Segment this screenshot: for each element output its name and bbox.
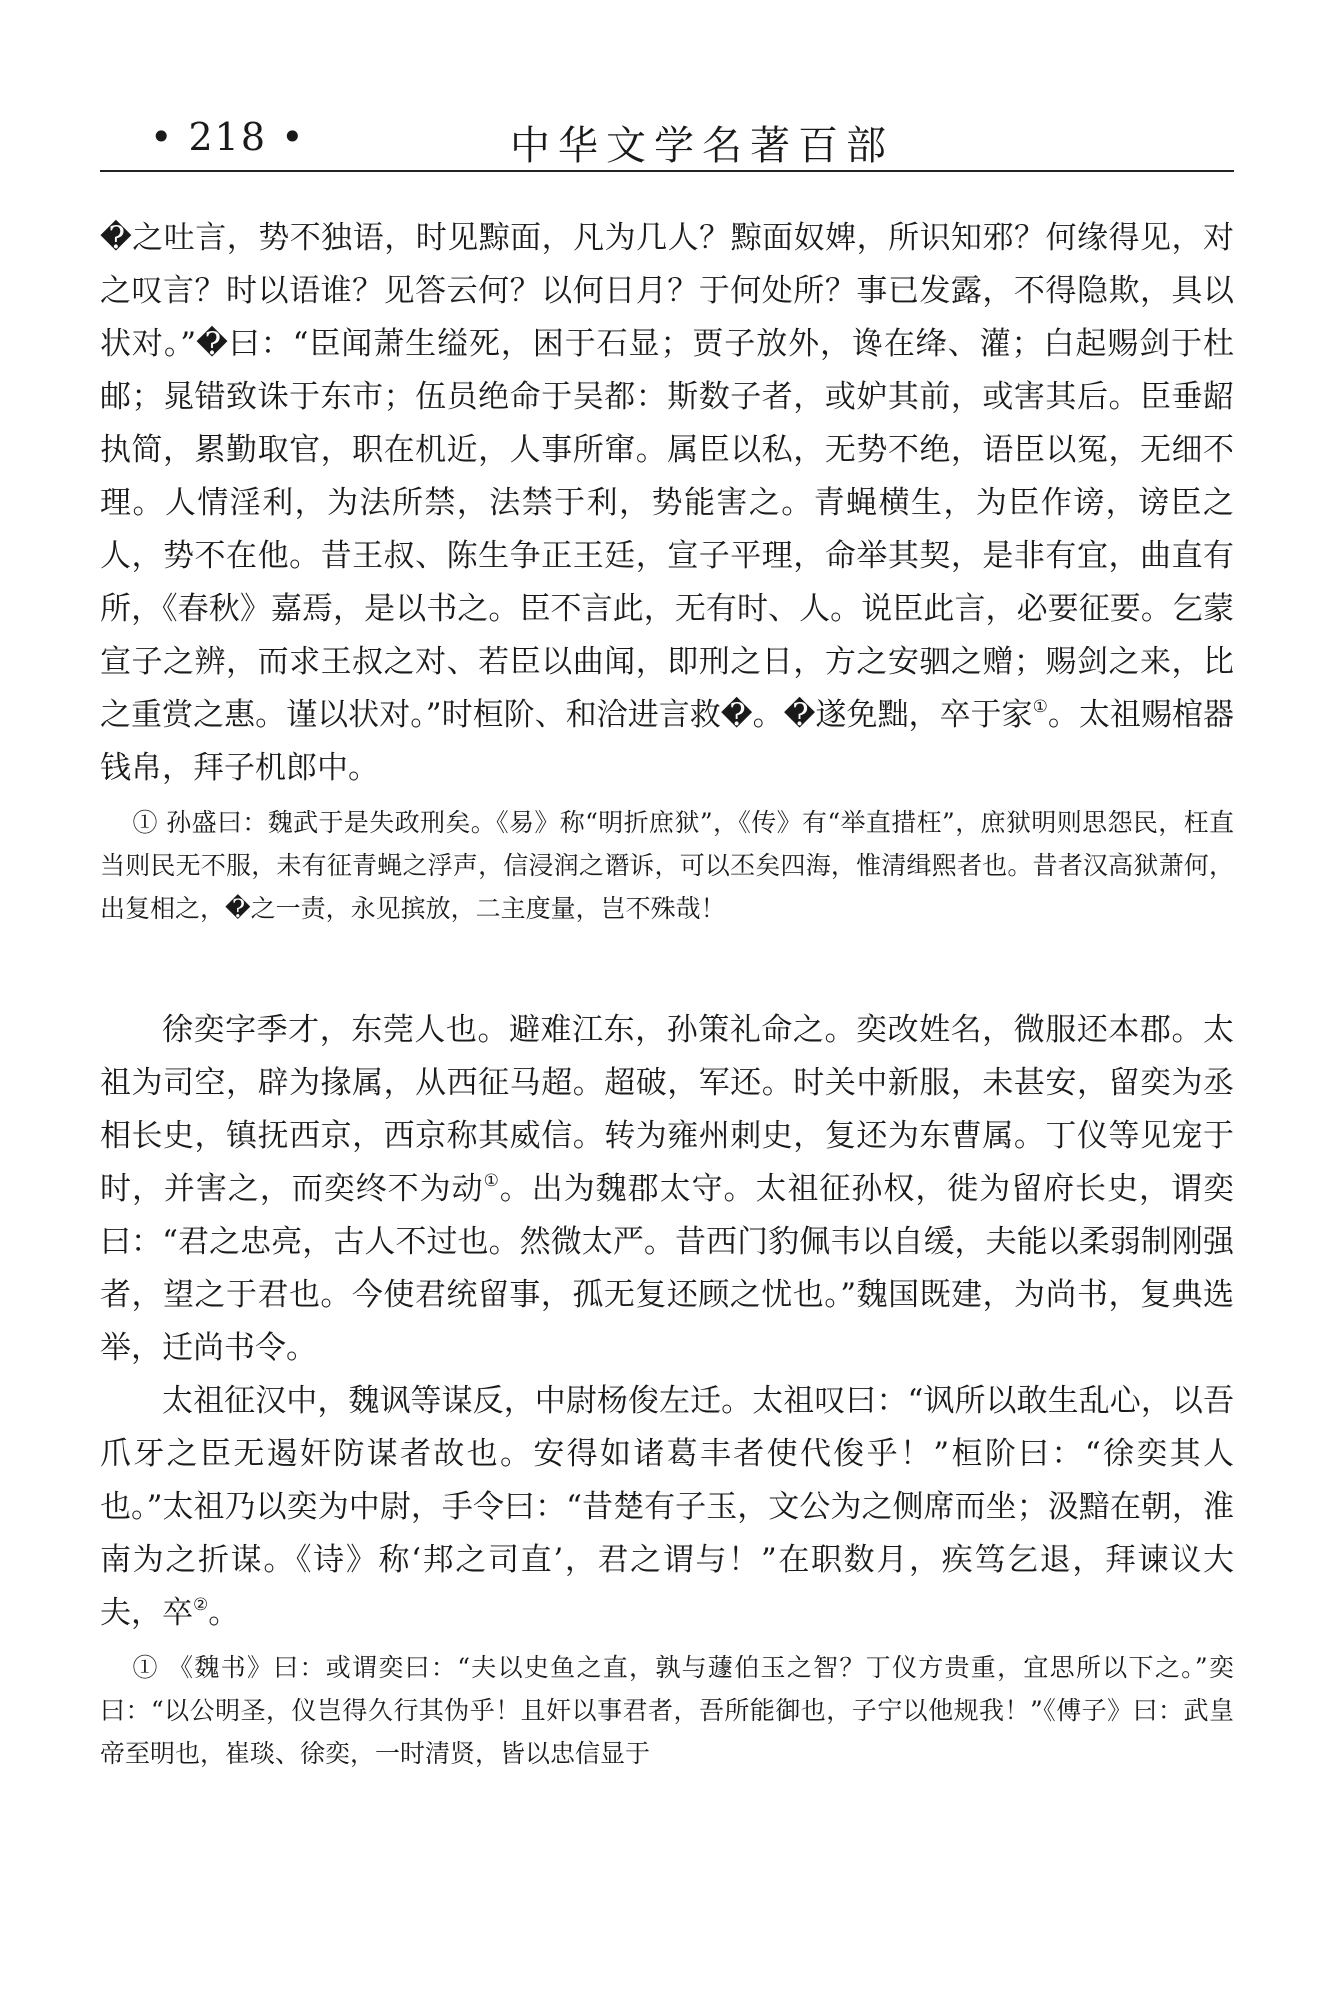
book-title: 中华文学名著百部 xyxy=(510,123,894,169)
paragraph-3 xyxy=(100,1375,1234,1640)
paragraph-1 xyxy=(100,212,1234,795)
footnote-marker-1: ① xyxy=(1032,697,1048,718)
page-number: • 218 • xyxy=(150,115,306,159)
footnote-1: ① 孙盛曰：魏武于是失政刑矣。《易》称“明折庶狱”，《传》有“举直措枉”，庶狱明则思怨民，枉直当则民无不服，未有征青蝇之浮声，信浸润之谮诉，可以丕矣四海，惟清缉熙者也。昔者汉高狱萧何，出复相之，�之一责，永见摈放，二主度量，岂不殊哉！ xyxy=(100,808,1234,923)
paragraph-2-end: 。出为魏郡太守。太祖征孙权，徙为留府长史，谓奕曰：“君之忠亮，古人不过也。然微太严。昔西门豹佩韦以自缓，夫能以柔弱制刚强者，望之于君也。今使君统留事，孤无复还顾之忧也。”魏国既建，为尚书，复典选举，迁尚书令。 xyxy=(100,1171,1234,1366)
paragraph-2 xyxy=(100,1004,1234,1375)
paragraph-3-text: 太祖征汉中，魏讽等谋反，中尉杨俊左迁。太祖叹曰：“讽所以敢生乱心，以吾爪牙之臣无遏奸防谋者故也。安得如诸葛丰者使代俊乎！”桓阶曰：“徐奕其人也。”太祖乃以奕为中尉，手令曰：“昔楚有子玉，文公为之侧席而坐；汲黯在朝，淮南为之折谋。《诗》称‘邦之司直’，君之谓与！”在职数月，疾笃乞退，拜谏议大夫，卒 xyxy=(100,1383,1234,1631)
footnote-marker-2: ① xyxy=(483,1171,500,1192)
footnote-2: ① 《魏书》曰：或谓奕曰：“夫以史鱼之直，孰与蘧伯玉之智？丁仪方贵重，宜思所以下之。”奕曰：“以公明圣，仪岂得久行其伪乎！且奸以事君者，吾所能御也，子宁以他规我！”《傅子》曰：武皇帝至明也，崔琰、徐奕，一时清贤，皆以忠信显于 xyxy=(100,1653,1234,1768)
page-header xyxy=(100,110,1234,172)
footnote-marker-3: ② xyxy=(193,1595,209,1616)
page-body xyxy=(100,212,1234,1775)
paragraph-1-text: �之吐言，势不独语，时见黥面，凡为几人？黥面奴婢，所识知邪？何缘得见，对之叹言？时以语谁？见答云何？以何日月？于何处所？事已发露，不得隐欺，具以状对。”�曰：“臣闻萧生缢死，困于石显；贾子放外，谗在绛、灌；白起赐剑于杜邮；晁错致诛于东市；伍员绝命于吴都：斯数子者，或妒其前，或害其后。臣垂龆执简，累勤取官，职在机近，人事所窜。属臣以私，无势不绝，语臣以冤，无细不理。人情淫利，为法所禁，法禁于利，势能害之。青蝇横生，为臣作谤，谤臣之人，势不在他。昔王叔、陈生争正王廷，宣子平理，命举其契，是非有宜，曲直有所，《春秋》嘉焉，是以书之。臣不言此，无有时、人。说臣此言，必要征要。乞蒙宣子之辨，而求王叔之对、若臣以曲闻，即刑之日，方之安驷之赠；赐剑之来，比之重赏之惠。谨以状对。”时桓阶、和洽进言救�。�遂免黜，卒于家 xyxy=(100,220,1234,733)
paragraph-2-text: 徐奕字季才，东莞人也。避难江东，孙策礼命之。奕改姓名，微服还本郡。太祖为司空，辟为掾属，从西征马超。超破，军还。时关中新服，未甚安，留奕为丞相长史，镇抚西京，西京称其威信。转为雍州刺史，复还为东曹属。丁仪等见宠于时，并害之，而奕终不为动 xyxy=(100,1012,1234,1207)
paragraph-3-end: 。 xyxy=(208,1595,240,1631)
paragraph-1-end: 。太祖赐棺器钱帛，拜子机郎中。 xyxy=(100,697,1234,786)
